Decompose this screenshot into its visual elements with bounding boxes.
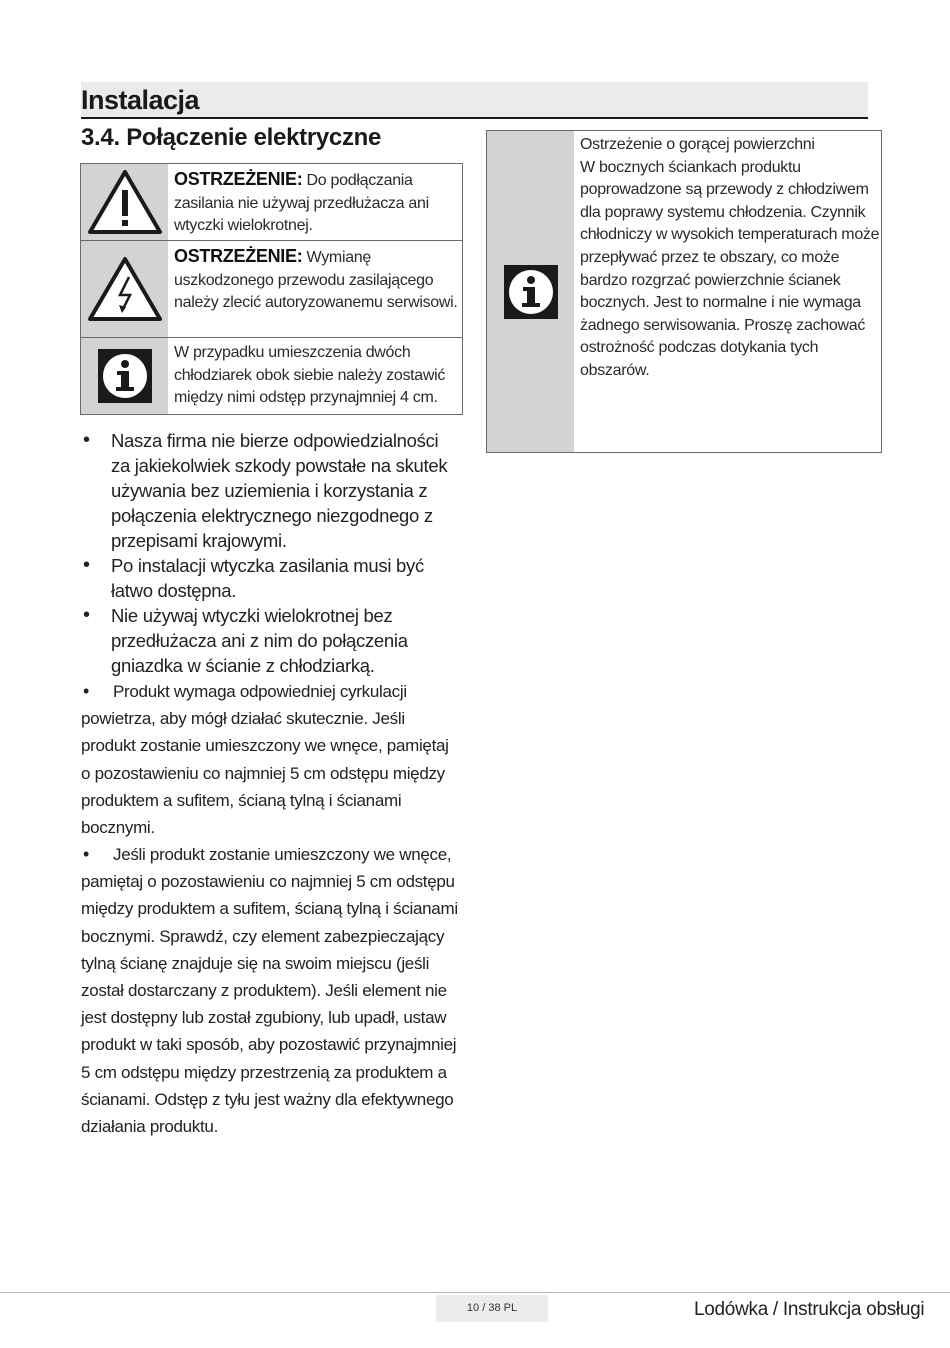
warning-row: [81, 164, 462, 240]
info-text: W przypadku umieszczenia dwóch chłodziarek obok siebie należy zostawić między nimi odstęp przynajmniej 4 cm.: [174, 344, 446, 406]
info-icon: [81, 338, 168, 414]
list-item: • Po instalacji wtyczka zasilania musi być łatwo dostępna.: [81, 553, 461, 603]
warning-table: [80, 163, 463, 415]
footer-title: Lodówka / Instrukcja obsługi: [694, 1299, 925, 1320]
list-item: • Nasza firma nie bierze odpowiedzialności za jakiekolwiek szkody powstałe na skutek używania bez uziemienia i korzystania z połączenia elektrycznego niezgodnego z przepisami krajowymi.: [81, 428, 461, 553]
hot-surface-body: W bocznych ściankach produktu poprowadzone są przewody z chłodziwem dla poprawy systemu chłodzenia. Czynnik chłodniczy w wysokich temperaturach może przepływać przez te obszary, co może bardzo rozgrzać powierzchnie ścianek bocznych. Jest to normalne i nie wymaga żadnego serwisowania. Proszę zachować ostrożność podczas dotykania tych obszarów.: [580, 158, 880, 379]
paragraph-text: Jeśli produkt zostanie umieszczony we wnęce, pamiętaj o pozostawieniu co najmniej 5 cm odstępu między produktem a sufitem, ścianą tylną i ścianami bocznymi. Sprawdź, czy element zabezpieczający tylną ścianę znajduje się na swoim miejscu (jeśli został dostarczany z produktem). Jeśli element nie jest dostępny lub został zgubiony, lub upadł, ustaw produkt w taki sposób, aby pozostawić przynajmniej 5 cm odstępu między przestrzenią za produktem a ścianami. Odstęp z tyłu jest ważny dla efektywnego działania produktu.: [81, 845, 458, 1137]
warning-triangle-icon: [81, 164, 168, 240]
paragraph: [81, 678, 461, 841]
footer-divider: [0, 1292, 950, 1293]
warning-body: Wymianę uszkodzonego przewodu zasilającego należy zlecić autoryzowanemu serwisowi.: [174, 249, 458, 311]
warning-body: Do podłączania zasilania nie używaj przedłużacza ani wtyczki wielokrotnej.: [174, 172, 429, 234]
hot-surface-text: [574, 131, 881, 452]
electric-shock-icon: [81, 241, 168, 337]
page-header-title: Instalacja: [81, 85, 200, 115]
paragraph: [81, 841, 461, 1140]
section-title: 3.4. Połączenie elektryczne: [81, 124, 382, 151]
paragraph-text: Produkt wymaga odpowiedniej cyrkulacji powietrza, aby mógł działać skutecznie. Jeśli produkt zostanie umieszczony we wnęce, pamiętaj o pozostawieniu co najmniej 5 cm odstępu między produktem a sufitem, ścianą tylną i ścianami bocznymi.: [81, 682, 449, 838]
bullet-dot: •: [83, 681, 90, 701]
bullet-list: [81, 428, 461, 678]
warning-label: OSTRZEŻENIE:: [174, 169, 303, 189]
list-item: • Nie używaj wtyczki wielokrotnej bez przedłużacza ani z nim do połączenia gniazdka w ścianie z chłodziarką.: [81, 603, 461, 678]
warning-text: [168, 164, 462, 240]
warning-text: [168, 241, 462, 337]
info-icon: [487, 131, 574, 452]
hot-surface-title: Ostrzeżenie o gorącej powierzchni: [580, 136, 815, 153]
warning-label: OSTRZEŻENIE:: [174, 246, 303, 266]
warning-row: [81, 337, 462, 414]
hot-surface-warning-box: [486, 130, 882, 453]
bullet-dot: •: [83, 844, 90, 864]
page-number: 10 / 38 PL: [436, 1295, 548, 1322]
header-bar: [81, 82, 868, 119]
warning-row: [81, 240, 462, 337]
